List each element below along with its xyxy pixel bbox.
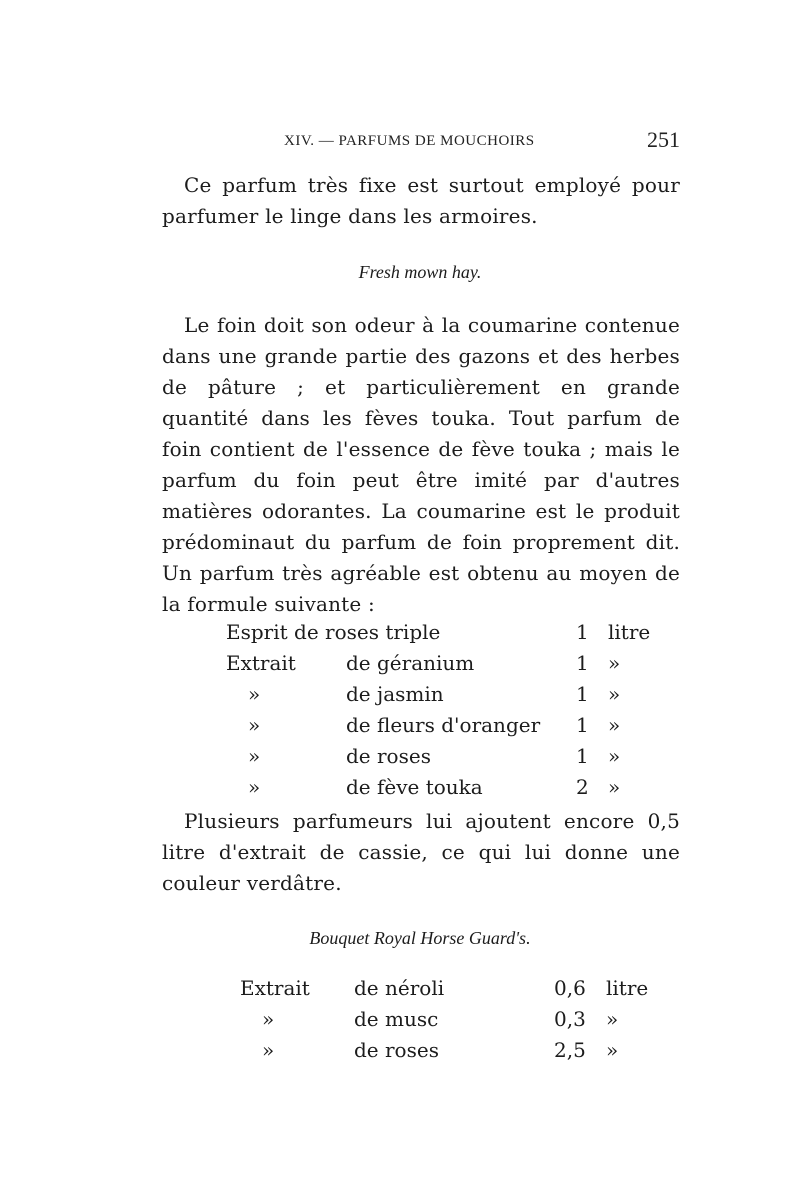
ingredient-detail: de roses [346,744,431,768]
quantity: 0,6 [554,976,586,1000]
unit: » [608,744,621,768]
paragraph-cassie: Plusieurs parfumeurs lui ajoutent encore 0,5 litre d'extrait de cassie, ce qui lui donne une couleur verdâtre. [162,809,680,895]
ingredient: Extrait [226,651,296,675]
ingredient-detail: de fleurs d'oranger [346,713,541,737]
ingredient-detail: de néroli [354,976,445,1000]
formula-row [226,651,650,682]
quantity: 2 [576,775,589,799]
formula-row [240,1007,648,1038]
ingredient-detail: de géranium [346,651,475,675]
unit: » [606,1038,619,1062]
quantity: 2,5 [554,1038,586,1062]
formula-fresh-mown-hay [226,620,650,806]
paragraph-coumarine: Le foin doit son odeur à la coumarine contenue dans une grande partie des gazons et des herbes de pâture ; et particulièrement en grande quantité dans les fèves touka. Tout parfum de foin contient de l'essence de fève touka ; mais le parfum du foin peut être imité par d'autres matières odorantes. La coumarine est le produit prédominaut du parfum de foin proprement dit. Un parfum très agréable est obtenu au moyen de la formule suivante : [162,313,680,616]
page-number: 251 [647,127,680,152]
page-header [284,127,684,157]
unit: » [608,713,621,737]
running-head: XIV. — PARFUMS DE MOUCHOIRS [284,133,535,149]
paragraph-fixative: Ce parfum très fixe est surtout employé pour parfumer le linge dans les armoires. [162,173,680,228]
unit: litre [606,976,649,1000]
formula-royal-horse-guards [240,976,648,1069]
quantity: 1 [576,620,589,644]
ingredient-detail: de musc [354,1007,439,1031]
ingredient-detail: de roses [354,1038,439,1062]
formula-row [226,620,650,651]
formula-row [226,713,650,744]
ditto-mark: » [248,682,261,706]
ditto-mark: » [262,1007,275,1031]
quantity: 1 [576,682,589,706]
ingredient-detail: de jasmin [346,682,444,706]
ditto-mark: » [248,713,261,737]
quantity: 1 [576,651,589,675]
ingredient: Extrait [240,976,310,1000]
ditto-mark: » [248,744,261,768]
ditto-mark: » [262,1038,275,1062]
formula-row [240,976,648,1007]
unit: » [608,682,621,706]
formula-row [226,744,650,775]
ditto-mark: » [248,775,261,799]
unit: litre [608,620,651,644]
formula-row [226,682,650,713]
recipe-title-royal-horse-guards: Bouquet Royal Horse Guard's. [309,928,531,948]
formula-row [226,775,650,806]
formula-row [240,1038,648,1069]
recipe-title-fresh-mown-hay: Fresh mown hay. [358,262,482,282]
quantity: 1 [576,713,589,737]
ingredient: Esprit de roses triple [226,620,441,644]
quantity: 1 [576,744,589,768]
unit: » [608,775,621,799]
quantity: 0,3 [554,1007,586,1031]
unit: » [608,651,621,675]
unit: » [606,1007,619,1031]
ingredient-detail: de fève touka [346,775,483,799]
